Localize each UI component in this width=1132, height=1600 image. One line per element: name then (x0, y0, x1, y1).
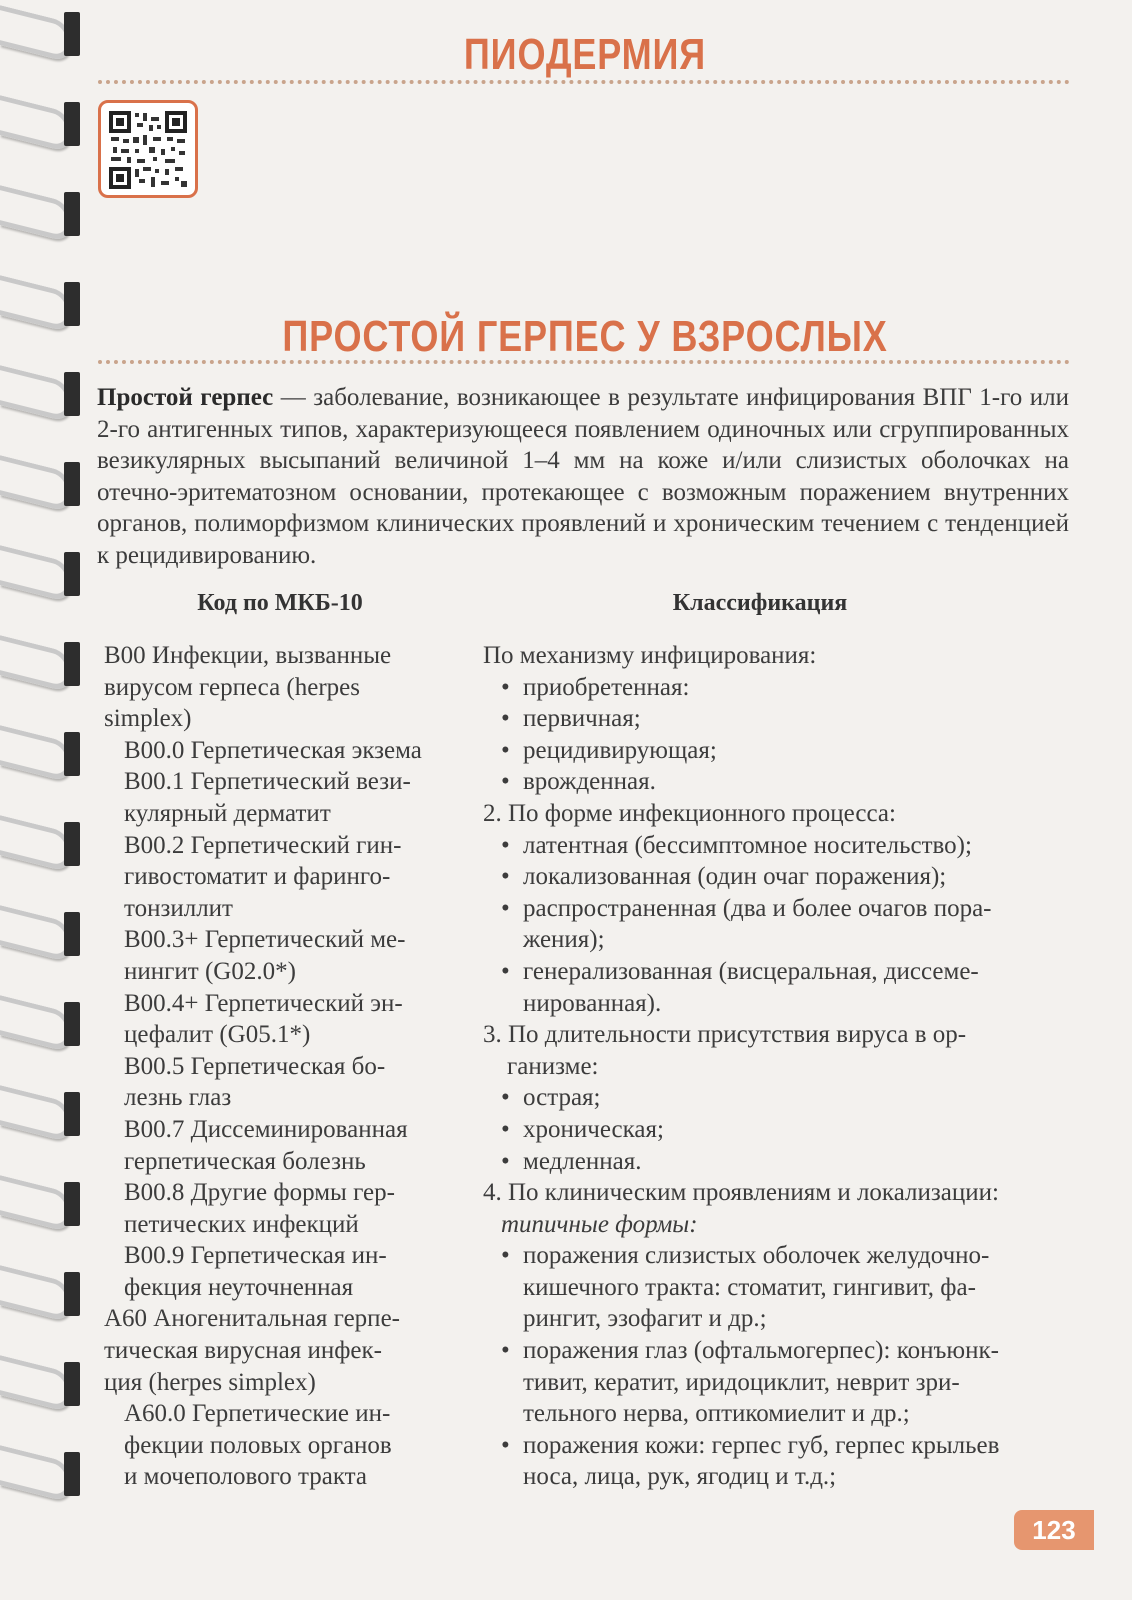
icd-line: лезнь глаз (124, 1084, 232, 1112)
classification-bullet-item: • локализованная (один очаг поражения); (483, 861, 1073, 893)
binding-ring (0, 548, 88, 598)
icd-code-list (100, 640, 465, 1493)
article-title: ПРОСТОЙ ГЕРПЕС У ВЗРОСЛЫХ (282, 312, 888, 361)
icd-line: B00 Инфекции, вызванные (104, 642, 392, 669)
classification-list (483, 640, 1073, 1493)
icd-line: петических инфекций (124, 1210, 359, 1238)
icd-line: simplex) (104, 705, 192, 733)
classification-line: носа, лица, рук, ягодиц и т.д.; (523, 1463, 837, 1491)
classification-bullet-item: • поражения кожи: герпес губ, герпес крыльев (483, 1430, 1073, 1462)
binding-ring (0, 998, 88, 1048)
classification-line: тивит, кератит, иридоциклит, неврит зри- (523, 1368, 960, 1396)
classification-line: 2. По форме инфекционного процесса: (483, 799, 896, 827)
icd-line: гивостоматит и фаринго- (124, 863, 391, 891)
classification-line: кишечного тракта: стоматит, гингивит, фа- (523, 1273, 976, 1301)
binding-ring (0, 8, 88, 58)
dotted-divider (98, 360, 1070, 364)
binding-ring (0, 1268, 88, 1318)
icd-heading: Код по МКБ-10 (197, 590, 363, 616)
section-title: ПИОДЕРМИЯ (463, 30, 707, 79)
icd-line: B00.7 Диссеминированная (124, 1115, 408, 1143)
classification-line: тельного нерва, оптикомиелит и др.; (523, 1400, 910, 1428)
binding-ring (0, 728, 88, 778)
icd-line: B00.0 Герпетическая экзема (124, 736, 422, 764)
icd-line: цефалит (G05.1*) (124, 1021, 311, 1049)
classification-bullet-item: • медленная. (483, 1146, 1073, 1178)
binding-ring (0, 638, 88, 688)
binding-ring (0, 98, 88, 148)
icd-line: B00.2 Герпетический гин- (124, 831, 402, 859)
classification-line: типичные формы: (501, 1210, 698, 1238)
icd-line: нингит (G02.0*) (124, 957, 296, 985)
icd-line: тическая вирусная инфек- (104, 1337, 383, 1365)
icd-line: B00.8 Другие формы гер- (124, 1179, 395, 1207)
classification-bullet-item: • поражения слизистых оболочек желудочно- (483, 1240, 1073, 1272)
classification-line: жения); (523, 926, 605, 954)
icd-line: фекции половых органов (124, 1431, 392, 1459)
icd-line: фекция неуточненная (124, 1273, 354, 1301)
icd-line: тонзиллит (124, 894, 233, 922)
classification-bullet-item: • острая; (483, 1082, 1073, 1114)
binding-ring (0, 188, 88, 238)
classification-line: По механизму инфицирования: (483, 642, 817, 669)
classification-bullet-item: • приобретенная: (483, 672, 1073, 704)
binding-ring (0, 368, 88, 418)
definition-paragraph (97, 382, 1069, 571)
icd-line: ция (herpes simplex) (104, 1368, 316, 1396)
binding-ring (0, 908, 88, 958)
icd-line: B00.3+ Герпетический ме- (124, 926, 406, 954)
definition-text: — заболевание, возникающее в результате инфицирования ВПГ 1-го или 2-го антигенных типов, характеризующееся появлением одиночных или сгруппированных везикулярных высыпаний величиной 1–4 мм на коже и/или слизистых оболочках на отечно-эритематозном основании, протекающее с возможным поражением внутренних органов, полиморфизмом клинических проявлений и хроническим течением с тенденцией к рецидивированию. (97, 384, 1069, 569)
definition-term: Простой герпес (97, 384, 274, 411)
icd-line: A60 Аногенитальная герпе- (104, 1305, 400, 1333)
classification-line: ганизме: (507, 1052, 599, 1080)
icd-line: A60.0 Герпетические ин- (124, 1400, 391, 1428)
classification-bullet-item: • первичная; (483, 703, 1073, 735)
classification-line: нированная). (523, 989, 662, 1017)
classification-bullet-item: • латентная (бессимптомное носительство); (483, 830, 1073, 862)
classification-heading: Классификация (672, 590, 848, 616)
classification-bullet-item: • рецидивирующая; (483, 735, 1073, 767)
binding-ring (0, 278, 88, 328)
classification-bullet-item: • врожденная. (483, 766, 1073, 798)
classification-line: рингит, эзофагит и др.; (523, 1305, 767, 1333)
binding-ring (0, 1358, 88, 1408)
classification-bullet-item: • хроническая; (483, 1114, 1073, 1146)
icd-line: B00.9 Герпетическая ин- (124, 1242, 387, 1270)
icd-line: B00.5 Герпетическая бо- (124, 1052, 386, 1080)
page-number: 123 (1014, 1510, 1094, 1550)
classification-line: 4. По клиническим проявлениям и локализации: (483, 1179, 999, 1207)
classification-line: 3. По длительности присутствия вируса в ор- (483, 1021, 967, 1049)
binding-ring (0, 818, 88, 868)
binding-ring (0, 1088, 88, 1138)
dotted-divider (98, 80, 1070, 84)
classification-bullet-item: • поражения глаз (офтальмогерпес): конъюнк- (483, 1335, 1073, 1367)
icd-line: B00.1 Герпетический вези- (124, 768, 411, 796)
classification-bullet-item: • распространенная (два и более очагов пора- (483, 893, 1073, 925)
qr-code-icon (109, 111, 187, 189)
classification-bullet-item: • генерализованная (висцеральная, диссеме- (483, 956, 1073, 988)
icd-line: B00.4+ Герпетический эн- (124, 989, 403, 1017)
icd-line: герпетическая болезнь (124, 1147, 366, 1175)
icd-line: кулярный дерматит (124, 799, 331, 827)
binding-ring (0, 1178, 88, 1228)
spiral-binding (0, 0, 90, 1600)
icd-line: и мочеполового тракта (124, 1463, 367, 1491)
binding-ring (0, 458, 88, 508)
icd-line: вирусом герпеса (herpes (104, 673, 360, 701)
qr-code (98, 100, 198, 198)
binding-ring (0, 1448, 88, 1498)
